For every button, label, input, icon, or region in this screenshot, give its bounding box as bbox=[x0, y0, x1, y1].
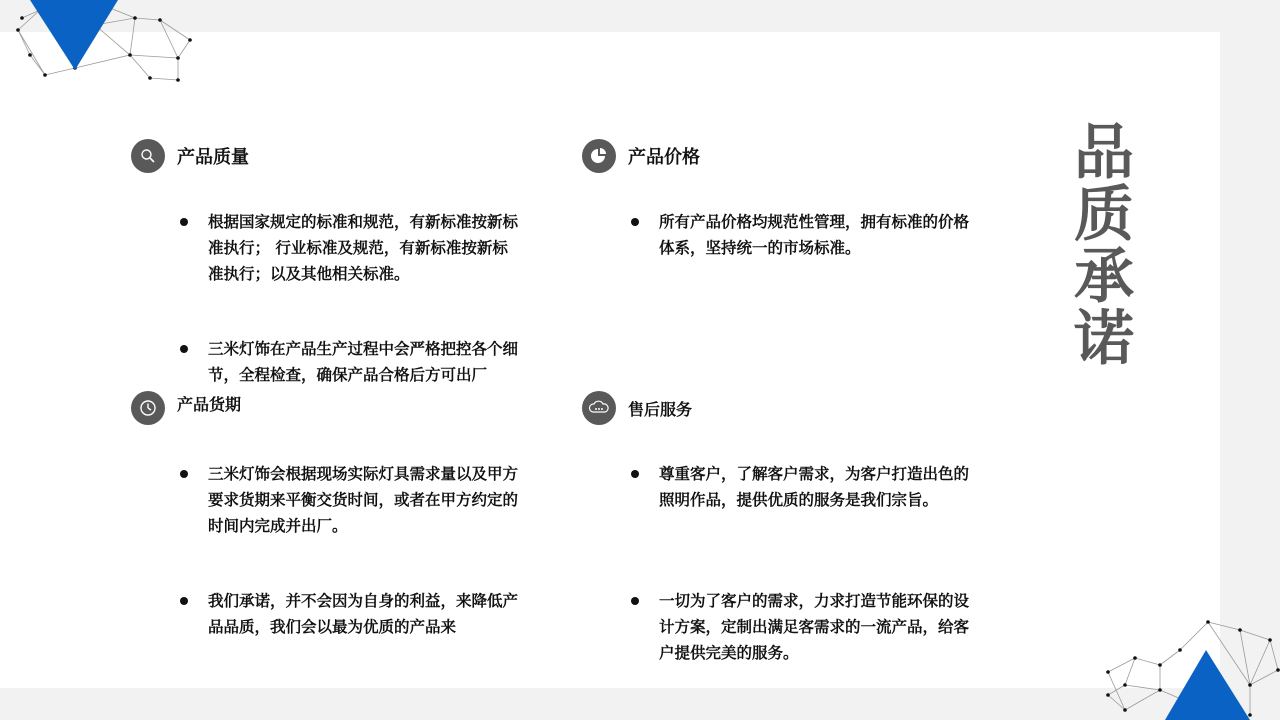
network-decoration-top-left bbox=[0, 0, 200, 90]
bullet-delivery-2: 我们承诺，并不会因为自身的利益，来降低产品品质，我们会以最为优质的产品来 bbox=[178, 588, 518, 640]
bullet-quality-1: 根据国家规定的标准和规范，有新标准按新标准执行； 行业标准及规范，有新标准按新标准执行；以及其他相关标准。 bbox=[178, 209, 518, 287]
clock-icon bbox=[131, 391, 165, 425]
bullet-quality-2: 三米灯饰在产品生产过程中会严格把控各个细节，全程检查，确保产品合格后方可出厂 bbox=[178, 336, 518, 388]
bullet-service-2: 一切为了客户的需求，力求打造节能环保的设计方案，定制出满足客需求的一流产品，给客户提供完美的服务。 bbox=[629, 588, 969, 666]
page-title-vertical bbox=[1072, 118, 1136, 374]
magnifier-icon bbox=[131, 139, 165, 173]
section-title-price: 产品价格 bbox=[628, 147, 700, 168]
section-header-service bbox=[582, 391, 692, 425]
title-char-2: 质 bbox=[1074, 180, 1134, 250]
bullet-price-1: 所有产品价格均规范性管理，拥有标准的价格体系，坚持统一的市场标准。 bbox=[629, 209, 969, 261]
title-char-4: 诺 bbox=[1074, 304, 1134, 374]
section-header-delivery bbox=[131, 391, 241, 425]
section-header-quality bbox=[131, 139, 249, 173]
section-title-delivery: 产品货期 bbox=[177, 394, 242, 414]
bullet-delivery-1: 三米灯饰会根据现场实际灯具需求量以及甲方要求货期来平衡交货时间，或者在甲方约定的时间内完成并出厂。 bbox=[178, 461, 518, 539]
title-char-1: 品 bbox=[1074, 118, 1134, 188]
bullet-service-1: 尊重客户，了解客户需求，为客户打造出色的照明作品，提供优质的服务是我们宗旨。 bbox=[629, 461, 969, 513]
service-cloud-icon bbox=[582, 391, 616, 425]
price-chart-icon bbox=[582, 139, 616, 173]
section-title-quality: 产品质量 bbox=[177, 147, 249, 168]
section-title-service: 售后服务 bbox=[628, 399, 693, 419]
section-header-price bbox=[582, 139, 700, 173]
network-decoration-bottom-right bbox=[1100, 610, 1280, 720]
title-char-3: 承 bbox=[1074, 242, 1134, 312]
